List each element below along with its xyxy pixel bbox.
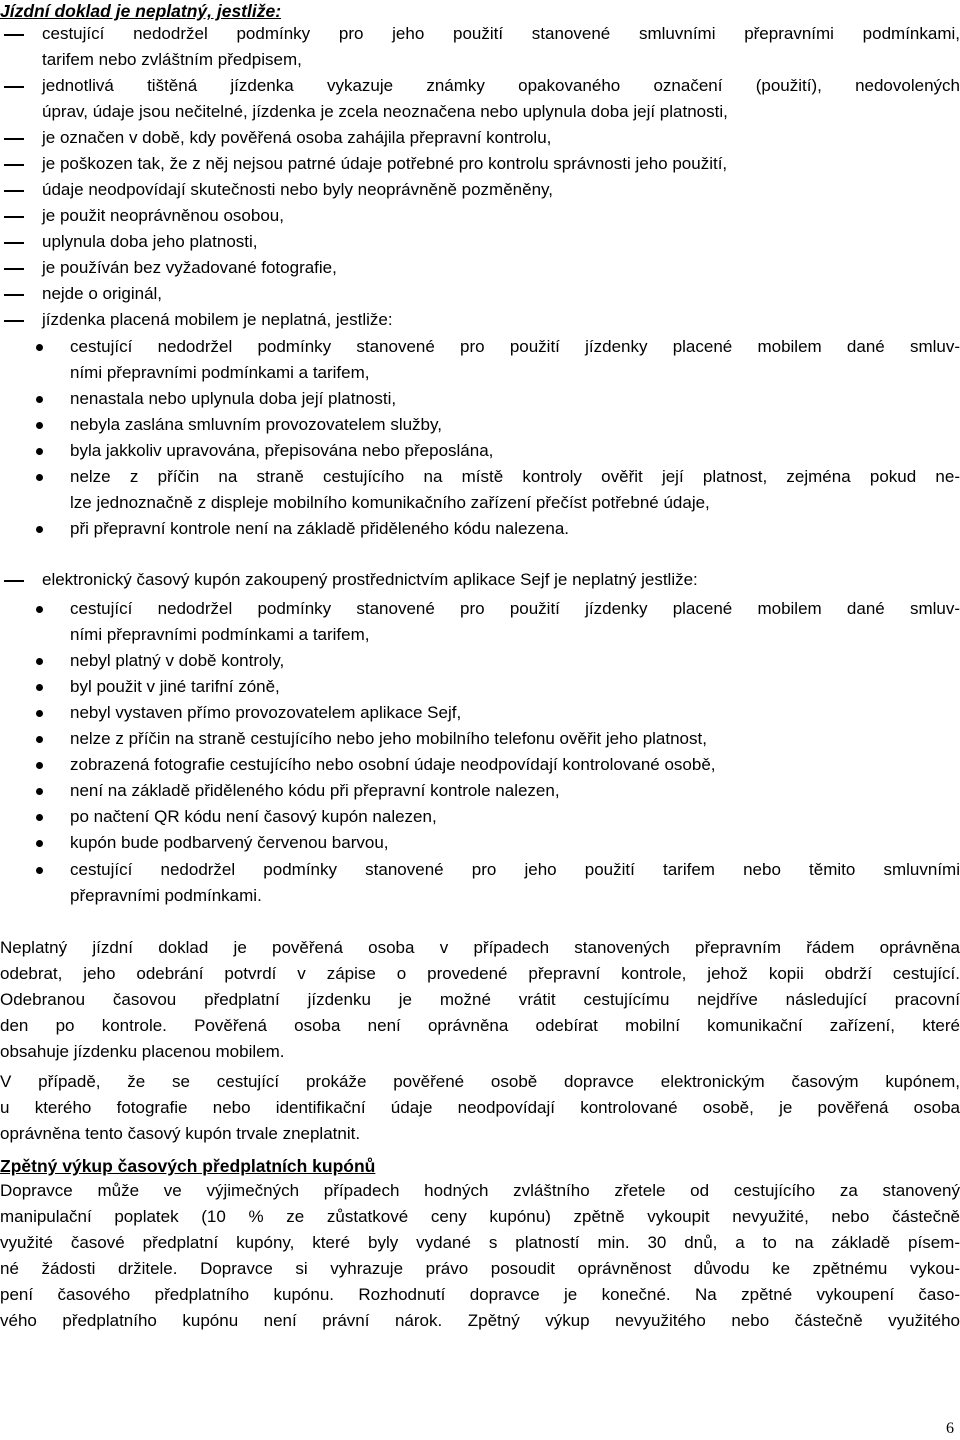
line-text: cestující nedodržel podmínky stanovené pro jeho použití tarifem nebo těmito smluvními xyxy=(70,860,960,879)
bullet-marker xyxy=(36,857,46,883)
line-text: jízdenka placená mobilem je neplatná, jestliže: xyxy=(42,310,393,329)
sejf-condition-3 xyxy=(70,674,960,700)
bullet-marker xyxy=(36,386,46,412)
bullet-marker xyxy=(36,674,46,700)
bullet-marker xyxy=(36,412,46,438)
line-text: kupón bude podbarvený červenou barvou, xyxy=(70,833,389,852)
line-text: zobrazená fotografie cestujícího nebo osobní údaje neodpovídají kontrolované osobě, xyxy=(70,755,716,774)
bullet-marker xyxy=(36,438,46,464)
line-text: lze jednoznačně z displeje mobilního komunikačního zařízení přečíst potřebné údaje, xyxy=(70,493,710,512)
sejf-condition-8 xyxy=(70,804,960,830)
line-text: byla jakkoliv upravována, přepisována nebo přeposlána, xyxy=(70,441,494,460)
buyback-paragraph xyxy=(0,1178,960,1334)
paragraph-line: den po kontrole. Pověřená osoba není oprávněna odebírat mobilní komunikační zařízení, které xyxy=(0,1016,960,1035)
paragraph-line: odebrat, jeho odebrání potvrdí v zápise o provedené přepravní kontrole, jehož kopii obdrží cestující. xyxy=(0,964,960,983)
mobile-condition-3 xyxy=(70,412,960,438)
bullet-marker xyxy=(36,700,46,726)
line-text: cestující nedodržel podmínky pro jeho použití stanovené smluvními přepravními podmínkami, xyxy=(42,24,960,43)
line-text: údaje neodpovídají skutečnosti nebo byly neoprávněně pozměněny, xyxy=(42,180,553,199)
line-text: ními přepravními podmínkami a tarifem, xyxy=(70,363,370,382)
paragraph-line: u kterého fotografie nebo identifikační údaje neodpovídají kontrolované osobě, je pověřená osoba xyxy=(0,1098,960,1117)
dash-marker xyxy=(4,229,24,255)
paragraph-line: vého předplatního kupónu není právní nárok. Zpětný výkup nevyužitého nebo částečně využitého xyxy=(0,1311,960,1330)
invalid-condition-1 xyxy=(42,21,960,73)
line-text: je označen v době, kdy pověřená osoba zahájila přepravní kontrolu, xyxy=(42,128,552,147)
paragraph-line: Neplatný jízdní doklad je pověřená osoba v případech stanovených přepravním řádem oprávněna xyxy=(0,938,960,957)
paragraph-line: V případě, že se cestující prokáže pověřené osobě dopravce elektronickým časovým kupónem, xyxy=(0,1072,960,1091)
invalid-ticket-heading: Jízdní doklad je neplatný, jestliže: xyxy=(0,1,282,21)
line-text: nebyla zaslána smluvním provozovatelem služby, xyxy=(70,415,442,434)
invalid-condition-5 xyxy=(42,177,960,203)
invalid-condition-9 xyxy=(42,281,960,307)
dash-marker xyxy=(4,21,24,47)
bullet-marker xyxy=(36,778,46,804)
paragraph-line: obsahuje jízdenku placenou mobilem. xyxy=(0,1042,285,1061)
line-text: cestující nedodržel podmínky stanovené pro použití jízdenky placené mobilem dané smluv- xyxy=(70,337,960,356)
line-text: není na základě přiděleného kódu při přepravní kontrole nalezen, xyxy=(70,781,560,800)
bullet-marker xyxy=(36,752,46,778)
dash-marker xyxy=(4,281,24,307)
paragraph-line: né žádosti držitele. Dopravce si vyhrazuje právo posoudit oprávněnost důvodu ke zpětnému vykou- xyxy=(0,1259,960,1278)
invalid-condition-4 xyxy=(42,151,960,177)
line-text: po načtení QR kódu není časový kupón nalezen, xyxy=(70,807,437,826)
sejf-intro-text: elektronický časový kupón zakoupený prostřednictvím aplikace Sejf je neplatný jestliže: xyxy=(42,570,698,589)
bullet-marker xyxy=(36,804,46,830)
mobile-condition-2 xyxy=(70,386,960,412)
dash-marker xyxy=(4,73,24,99)
line-text: nebyl vystaven přímo provozovatelem aplikace Sejf, xyxy=(70,703,462,722)
line-text: nenastala nebo uplynula doba její platnosti, xyxy=(70,389,397,408)
dash-marker xyxy=(4,125,24,151)
sejf-condition-9 xyxy=(70,830,960,856)
sejf-condition-10 xyxy=(70,857,960,909)
dash-marker xyxy=(4,203,24,229)
line-text: cestující nedodržel podmínky stanovené pro použití jízdenky placené mobilem dané smluv- xyxy=(70,599,960,618)
line-text: je poškozen tak, že z něj nejsou patrné údaje potřebné pro kontrolu správnosti jeho použití, xyxy=(42,154,728,173)
bullet-marker xyxy=(36,648,46,674)
line-text: uplynula doba jeho platnosti, xyxy=(42,232,258,251)
bullet-marker xyxy=(36,516,46,542)
sejf-condition-4 xyxy=(70,700,960,726)
line-text: ními přepravními podmínkami a tarifem, xyxy=(70,625,370,644)
mobile-condition-4 xyxy=(70,438,960,464)
line-text: nejde o originál, xyxy=(42,284,163,303)
bullet-marker xyxy=(36,334,46,360)
bullet-marker xyxy=(36,596,46,622)
bullet-marker xyxy=(36,464,46,490)
invalid-condition-7 xyxy=(42,229,960,255)
invalid-condition-2 xyxy=(42,73,960,125)
paragraph-line: využité časové předplatní kupóny, které byly vydané s platností min. 30 dnů, a to na základě písem- xyxy=(0,1233,960,1252)
invalid-condition-6 xyxy=(42,203,960,229)
paragraph-line: Odebranou časovou předplatní jízdenku je možné vrátit cestujícímu nejdříve následující pracovní xyxy=(0,990,960,1009)
invalid-condition-10 xyxy=(42,307,960,333)
sejf-condition-6 xyxy=(70,752,960,778)
sejf-cancel-paragraph xyxy=(0,1069,960,1147)
line-text: je používán bez vyžadované fotografie, xyxy=(42,258,337,277)
sejf-condition-5 xyxy=(70,726,960,752)
invalid-condition-8 xyxy=(42,255,960,281)
mobile-condition-6 xyxy=(70,516,960,542)
line-text: úprav, údaje jsou nečitelné, jízdenka je zcela neoznačena nebo uplynula doba její platnosti, xyxy=(42,102,728,121)
paragraph-line: oprávněna tento časový kupón trvale zneplatnit. xyxy=(0,1124,361,1143)
sejf-condition-2 xyxy=(70,648,960,674)
dash-marker xyxy=(4,255,24,281)
line-text: jednotlivá tištěná jízdenka vykazuje známky opakovaného označení (použití), nedovolených xyxy=(42,76,960,95)
buyback-heading: Zpětný výkup časových předplatních kupónů xyxy=(0,1156,376,1176)
dash-marker xyxy=(4,567,24,593)
confiscation-paragraph xyxy=(0,935,960,1065)
sejf-intro-item xyxy=(42,567,960,593)
sejf-condition-1 xyxy=(70,596,960,648)
mobile-condition-5 xyxy=(70,464,960,516)
paragraph-line: Dopravce může ve výjimečných případech hodných zvláštního zřetele od cestujícího za stanovený xyxy=(0,1181,960,1200)
dash-marker xyxy=(4,151,24,177)
line-text: tarifem nebo zvláštním předpisem, xyxy=(42,50,302,69)
bullet-marker xyxy=(36,830,46,856)
dash-marker xyxy=(4,307,24,333)
invalid-condition-3 xyxy=(42,125,960,151)
bullet-marker xyxy=(36,726,46,752)
dash-marker xyxy=(4,177,24,203)
sejf-condition-7 xyxy=(70,778,960,804)
line-text: je použit neoprávněnou osobou, xyxy=(42,206,284,225)
line-text: přepravními podmínkami. xyxy=(70,886,262,905)
line-text: nelze z příčin na straně cestujícího na místě kontroly ověřit její platnost, zejména pokud ne- xyxy=(70,467,960,486)
line-text: nelze z příčin na straně cestujícího nebo jeho mobilního telefonu ověřit jeho platnost, xyxy=(70,729,707,748)
line-text: při přepravní kontrole není na základě přiděleného kódu nalezena. xyxy=(70,519,570,538)
line-text: byl použit v jiné tarifní zóně, xyxy=(70,677,280,696)
paragraph-line: pení časového předplatního kupónu. Rozhodnutí dopravce je konečné. Na zpětné vykoupení časo- xyxy=(0,1285,960,1304)
page-number: 6 xyxy=(946,1420,954,1437)
paragraph-line: manipulační poplatek (10 % ze zůstatkové ceny kupónu) zpětně vykoupit nevyužité, nebo částečně xyxy=(0,1207,960,1226)
line-text: nebyl platný v době kontroly, xyxy=(70,651,285,670)
mobile-condition-1 xyxy=(70,334,960,386)
